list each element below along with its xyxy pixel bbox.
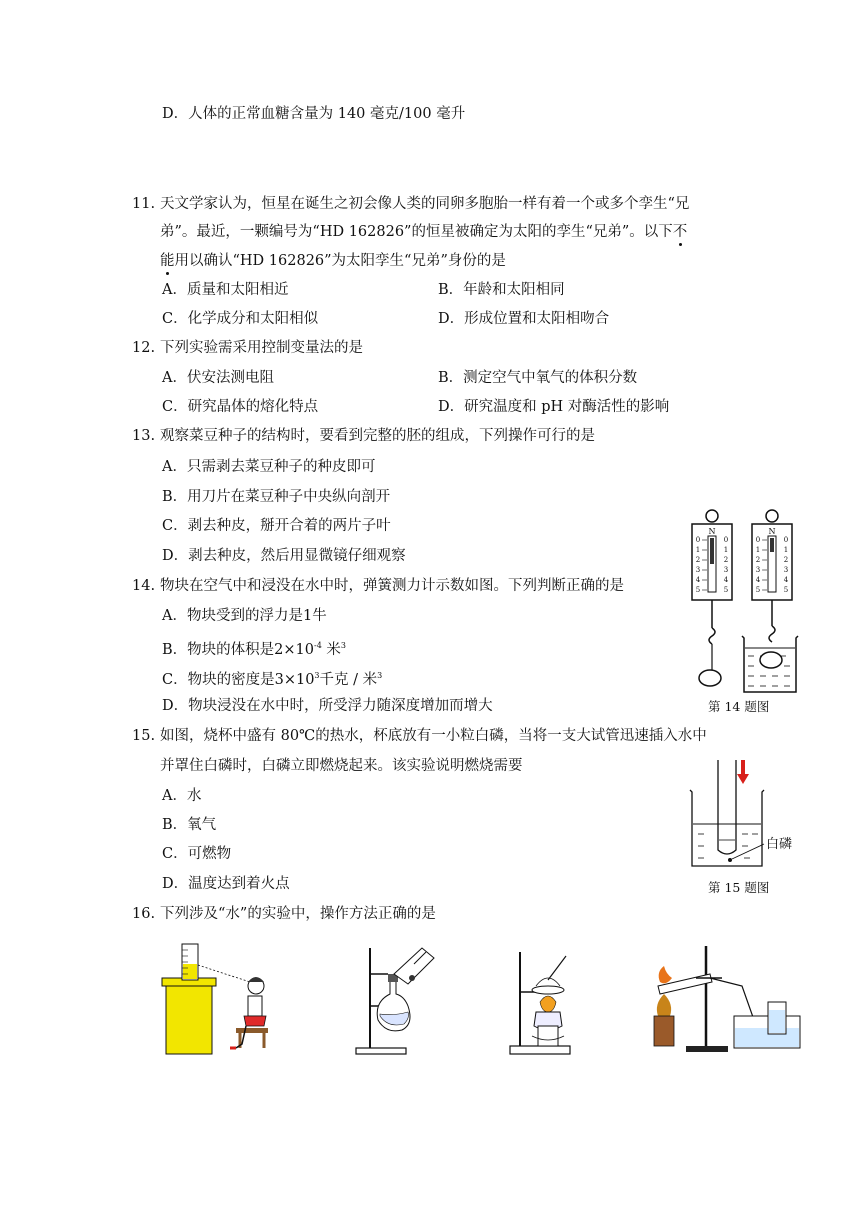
- scale-tick-label: 4: [755, 576, 761, 584]
- q13-option-d: D．剥去种皮，然后用显微镜仔细观察: [162, 548, 406, 564]
- q15-option-a: A．水: [162, 788, 202, 804]
- q14-number: 14.: [132, 578, 156, 594]
- scale-tick-label: 1: [723, 546, 729, 554]
- q15-option-d: D．温度达到着火点: [162, 876, 290, 892]
- scale-tick-label: 2: [695, 556, 701, 564]
- q12-number: 12.: [132, 340, 156, 356]
- q11-option-c: C．化学成分和太阳相似: [162, 311, 319, 327]
- q16-image-reading-cylinder: [162, 944, 274, 1056]
- scale-tick-label: 5: [755, 586, 761, 594]
- q14-option-c-unit: 千克 / 米: [319, 672, 378, 688]
- q11-stem-line1: 天文学家认为，恒星在诞生之初会像人类的同卵多胞胎一样有着一个或多个孪生“兄: [160, 196, 690, 212]
- q15-stem-line2: 并罩住白磷时，白磷立即燃烧起来。该实验说明燃烧需要: [160, 758, 523, 774]
- q11-emphasis-not: 不: [672, 224, 688, 240]
- scale-tick-label: 0: [723, 536, 729, 544]
- q12-stem: 下列实验需采用控制变量法的是: [160, 340, 363, 356]
- q14-option-b: [162, 636, 346, 660]
- q14-option-b-unit: 米: [326, 642, 341, 658]
- q14-option-b-unit-exponent: 3: [340, 641, 346, 650]
- scale-tick-label: 2: [723, 556, 729, 564]
- q16-image-evaporation: [508, 950, 608, 1056]
- q10-option-d: D．人体的正常血糖含量为 140 毫克/100 毫升: [162, 106, 466, 122]
- q14-figure-caption: 第 14 题图: [708, 699, 770, 714]
- scale-tick-label: 0: [783, 536, 789, 544]
- scale-tick-label: 0: [755, 536, 761, 544]
- q15-figure-caption: 第 15 题图: [708, 880, 770, 895]
- q13-stem: 观察菜豆种子的结构时，要看到完整的胚的组成，下列操作可行的是: [160, 428, 595, 444]
- q11-option-d: D．形成位置和太阳相吻合: [438, 311, 610, 327]
- q11-stem-line3: [160, 251, 506, 271]
- scale-tick-label: 4: [783, 576, 789, 584]
- q16-image-flask-on-stand: [354, 944, 454, 1056]
- q14-option-c: [162, 666, 382, 690]
- scale-tick-label: 5: [695, 586, 701, 594]
- q15-white-phosphorus-label: 白磷: [766, 837, 793, 852]
- q15-beaker-figure: [690, 754, 796, 872]
- scale-tick-label: 4: [695, 576, 701, 584]
- scale-tick-label: 2: [783, 556, 789, 564]
- scale-tick-label: 1: [695, 546, 701, 554]
- q14-stem: 物块在空气中和浸没在水中时，弹簧测力计示数如图。下列判断正确的是: [160, 578, 624, 594]
- q15-option-b: B．氧气: [162, 817, 217, 833]
- scale-tick-label: 1: [755, 546, 761, 554]
- q15-stem-line1: 如图，烧杯中盛有 80℃的热水，杯底放有一小粒白磷，当将一支大试管迅速插入水中: [160, 728, 707, 744]
- q14-option-b-exponent: -4: [313, 641, 322, 650]
- q14-option-c-text: C．物块的密度是3×10: [162, 672, 315, 688]
- scale-tick-label: 0: [695, 536, 701, 544]
- spring-scale-in-water: [742, 510, 798, 692]
- q12-option-a: A．伏安法测电阻: [162, 370, 274, 386]
- scale-tick-label: 4: [723, 576, 729, 584]
- q14-option-a: A．物块受到的浮力是1牛: [162, 608, 327, 624]
- scale2-unit-label: N: [768, 527, 776, 536]
- q11-stem-line3-text: 用以确认“HD 162826”为太阳孪生“兄弟”身份的是: [174, 253, 506, 269]
- scale-tick-label: 5: [723, 586, 729, 594]
- q12-option-b: B．测定空气中氧气的体积分数: [438, 370, 638, 386]
- q13-option-c: C．剥去种皮，掰开合着的两片子叶: [162, 518, 391, 534]
- q13-number: 13.: [132, 428, 156, 444]
- scale-tick-label: 3: [695, 566, 701, 574]
- q14-option-b-text: B．物块的体积是2×10: [162, 642, 314, 658]
- q13-option-a: A．只需剥去菜豆种子的种皮即可: [162, 459, 376, 475]
- scale-tick-label: 3: [723, 566, 729, 574]
- q15-number: 15.: [132, 728, 156, 744]
- q11-emphasis-can: 能: [160, 253, 175, 269]
- q16-number: 16.: [132, 906, 156, 922]
- q11-option-a: A．质量和太阳相近: [162, 282, 289, 298]
- scale-tick-label: 3: [783, 566, 789, 574]
- scale-tick-label: 2: [755, 556, 761, 564]
- q14-option-d: D．物块浸没在水中时，所受浮力随深度增加而增大: [162, 698, 493, 714]
- q14-option-c-exponent: 3: [314, 671, 320, 680]
- q15-option-c: C．可燃物: [162, 846, 232, 862]
- q14-option-c-unit-exponent: 3: [377, 671, 383, 680]
- q11-stem-line2-text: 弟”。最近，一颗编号为“HD 162826”的恒星被确定为太阳的孪生“兄弟”。以下: [160, 224, 673, 240]
- scale-tick-label: 1: [783, 546, 789, 554]
- q12-option-d: D．研究温度和 pH 对酶活性的影响: [438, 399, 670, 415]
- q16-stem: 下列涉及“水”的实验中，操作方法正确的是: [160, 906, 436, 922]
- spring-scale-in-air: [692, 510, 732, 686]
- scale-tick-label: 3: [755, 566, 761, 574]
- q11-stem-line2: [160, 222, 687, 242]
- q16-image-heating-tube: [652, 942, 804, 1056]
- scale-tick-label: 5: [783, 586, 789, 594]
- q11-option-b: B．年龄和太阳相同: [438, 282, 565, 298]
- q11-number: 11.: [132, 196, 156, 212]
- scale1-unit-label: N: [708, 527, 716, 536]
- q13-option-b: B．用刀片在菜豆种子中央纵向剖开: [162, 489, 391, 505]
- q12-option-c: C．研究晶体的熔化特点: [162, 399, 319, 415]
- q14-spring-scale-figure: [688, 508, 798, 696]
